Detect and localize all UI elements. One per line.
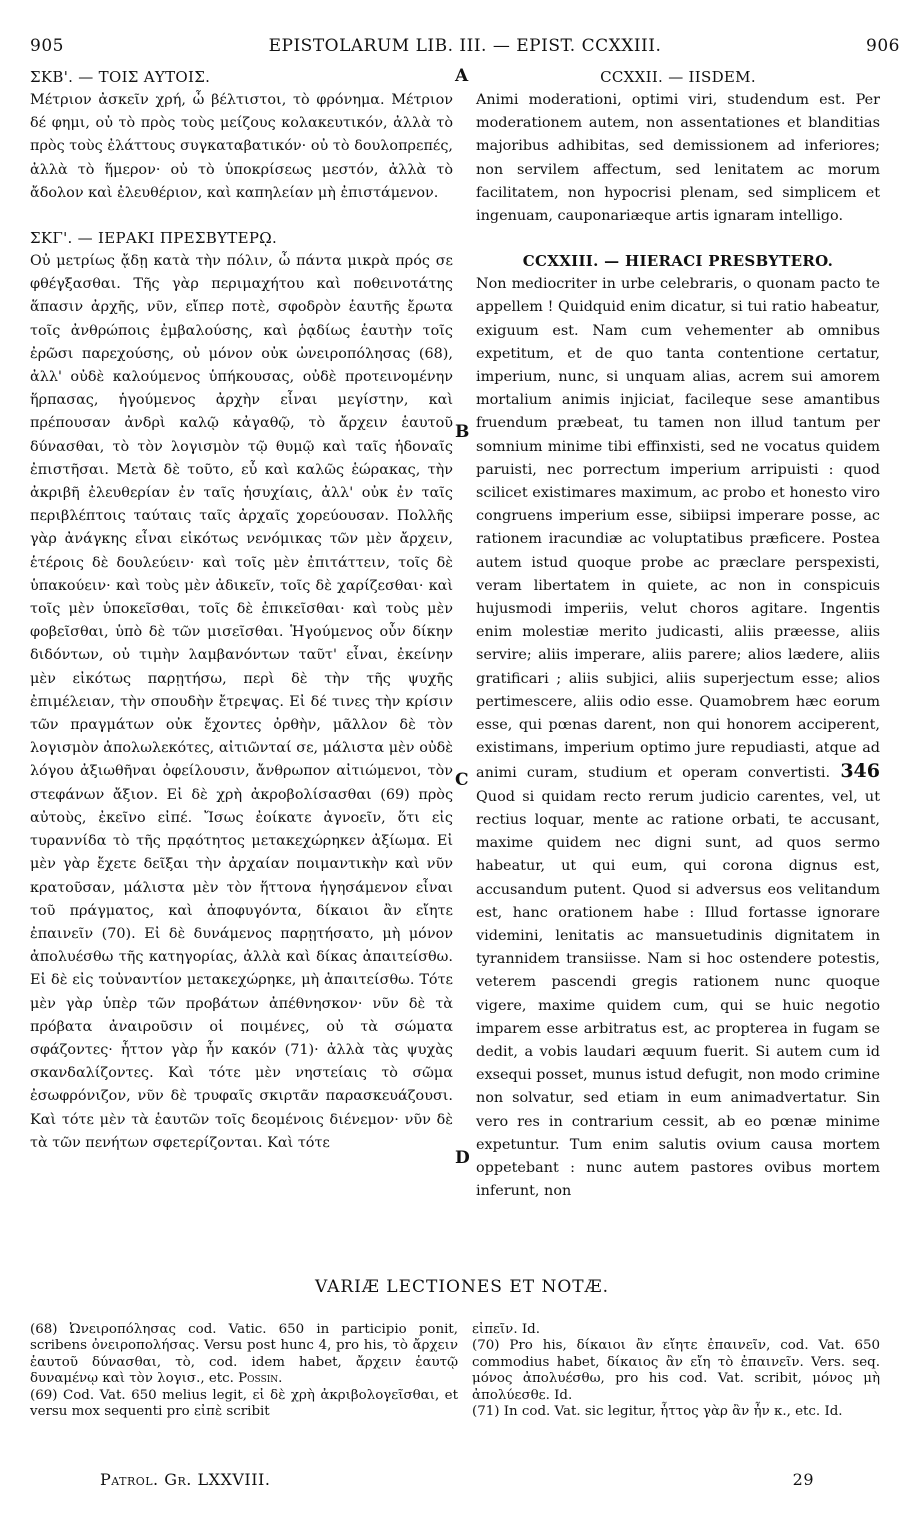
greek-column (30, 66, 453, 1155)
series-label: Patrol. Gr. LXXVIII. (100, 1470, 271, 1489)
note-70: (70) Pro his, δίκαιοι ἂν εἴητε ἐπαινεῖν, cod. Vat. 650 commodius habet, δίκαιος ἂν εἴη τὸ ἐπαινεῖν. Vers. seq. μόνος ἀπολυέσθω, pro his cod. Vat. scribit, μόνος μὴ ἀπολύεσθε. Id. (472, 1338, 880, 1403)
page-footer (100, 1470, 814, 1492)
greek-text-223: Οὐ μετρίως ᾄδῃ κατὰ τὴν πόλιν, ὦ πάντα μικρὰ πρός σε φθέγξασθαι. Τῆς γὰρ περιμαχήτου καὶ ποθεινοτάτης ἅπασιν ἀρχῆς, νῦν, εἴπερ ποτὲ, σφοδρὸν ἑαυτῆς ἔρωτα τοῖς ἀνθρώποις ἐμβαλούσης, καὶ ῥᾳδίως ἑαυτὴν τοῖς ἐρῶσι παρεχούσης, οὐ μόνον οὐκ ὠνειροπόλησας (68), ἀλλ' οὐδὲ καλούμενος ὑπήκουσας, οὐδὲ προτεινομένην ἥρπασας, ἡγούμενος ἀρχὴν εἶναι μεγίστην, καὶ πρέπουσαν ἀνδρὶ καλῷ κἀγαθῷ, τὸ ἄρχειν ἑαυτοῦ δύνασθαι, τὸ τὸν λογισμὸν τῷ θυμῷ καὶ ταῖς ἡδοναῖς ἐπιστῆσαι. Μετὰ δὲ τοῦτο, εὖ καὶ καλῶς ἑώρακας, τὴν ἀκριβῆ ἐλευθερίαν ἐν ταῖς ἡσυχίαις, ἀλλ' οὐκ ἐν ταῖς περιβλέπτοις ταύταις ταῖς ἀρχαῖς χορεύουσαν. Πολλῆς γὰρ ἀνάγκης εἶναι εἰκότως νενόμικας τῶν μὲν ἄρχειν, ἑτέροις δὲ δουλεύειν· καὶ τοῖς μὲν ἐπιτάττειν, τοῖς δὲ ὑπακούειν· καὶ τοὺς μὲν ἀδικεῖν, τοῖς δὲ χαρίζεσθαι· καὶ τοῖς μὲν ὑποκεῖσθαι, τοῖς δὲ ἐπικεῖσθαι· καὶ τοὺς μὲν φοβεῖσθαι, ὑπὸ δὲ τῶν μισεῖσθαι. Ἡγούμενος οὖν δίκην διδόντων, οὐ τιμὴν λαμβανόντων ταῦτ' εἶναι, ἐκείνην μὲν εἰκότως παρῃτήσω, περὶ δὲ τὴν τῆς ψυχῆς ἐπιμέλειαν, τὴν σπουδὴν ἔτρεψας. Εἰ δέ τινες τὴν κρίσιν τῶν πραγμάτων οὐκ ἔχοντες ὀρθὴν, μᾶλλον δὲ τὸν λογισμὸν ἀπολωλεκότες, αἰτιῶνταί σε, μάλιστα μὲν οὐδὲ λόγου ἀξιωθῆναι ὀφείλουσιν, ἄνθρωπον αἰτιώμενοι, τὸν στεφάνων ἄξιον. Εἰ δὲ χρὴ ἀκροβολίσασθαι (69) πρὸς αὐτοὺς, ἐκεῖνο εἰπέ. Ἴσως ἐοίκατε ἀγνοεῖν, ὅτι εἰς τυραννίδα τὸ τῆς πρᾳότητος μετακεχώρηκεν ἀξίωμα. Εἰ μὲν γὰρ ἔχετε δεῖξαι τὴν ἀρχαίαν ποιμαντικὴν καὶ νῦν κρατοῦσαν, μάλιστα μὲν τὸν ἥττονα ἡγησάμενον εἶναι τοῦ πράγματος, καὶ ἀποφυγόντα, δίκαιοι ἂν εἴητε ἐπαινεῖν (70). Εἰ δὲ δυνάμενος παρῃτήσατο, μὴ μόνον ἀπολυέσθω τῆς κατηγορίας, ἀλλὰ καὶ δίκας ἀπαιτείσθω. Εἰ δὲ εἰς τοὐναντίον μετακεχώρηκε, μὴ ἀπαιτείσθω. Τότε μὲν γὰρ ὑπὲρ τῶν προβάτων ἀπέθνησκον· νῦν δὲ τὰ πρόβατα ἀναιροῦσιν οἱ ποιμένες, οὐ τὰ σώματα σφάζοντες· ἧττον γὰρ ἦν κακόν (71)· ἀλλὰ τὰς ψυχὰς σκανδαλίζοντες. Καὶ τότε μὲν νηστείαις τὸ σῶμα ἐσωφρόνιζον, νῦν δὲ τρυφαῖς σκιρτᾶν παρασκευάζουσι. Καὶ τότε μὲν τὰ ἑαυτῶν τοῖς δεομένοις διένεμον· νῦν δὲ τὰ τῶν πενήτων σφετερίζονται. Καὶ τότε (30, 253, 453, 1151)
running-head (30, 36, 900, 60)
margin-marker-b: B (455, 422, 470, 442)
latin-heading-222: CCXXII. — IISDEM. (600, 68, 756, 86)
latin-heading-223: CCXXIII. — HIERACI PRESBYTERO. (522, 252, 834, 271)
note-68 (30, 1322, 458, 1388)
margin-marker-d: D (455, 1148, 470, 1168)
notes-right-column (472, 1322, 880, 1420)
running-title: EPISTOLARUM LIB. III. — EPIST. CCXXIII. (268, 36, 662, 56)
margin-marker-a: A (455, 66, 469, 86)
notes-left-column (30, 1322, 458, 1420)
note-68-text: (68) Ὠνειροπόλησας cod. Vatic. 650 in participio ponit, scribens ὀνειροπολήσας. Versu post hunc 4, pro his, τὸ ἄρχειν ἑαυτοῦ δύνασθαι, τὸ, cod. idem habet, ἄρχειν ἑαυτῷ δυναμένῳ καὶ τὸν λογισ., etc. (30, 1322, 458, 1387)
note-68-signature: Possin. (238, 1371, 283, 1387)
greek-heading-222: ΣΚΒ'. — ΤΟΙΣ ΑΥΤΟΙΣ. (30, 68, 211, 86)
margin-marker-c: C (455, 770, 469, 790)
inline-page-number: 346 (840, 760, 880, 783)
latin-column (476, 66, 880, 1203)
page-number-right: 906 (866, 36, 900, 56)
latin-text-222: Animi moderationi, optimi viri, studendum est. Per moderationem autem, non assentationes et blanditias majoribus adhibitas, sed demissionem ad inferiores; non servilem affectum, sed lenitatem ac morum facilitatem, non hypocrisi plenam, sed simplicem et ingenuam, cauponariæque artis ignaram intelligo. (476, 92, 880, 225)
greek-text-222: Μέτριον ἀσκεῖν χρή, ὦ βέλτιστοι, τὸ φρόνημα. Μέτριον δέ φημι, οὐ τὸ πρὸς τοὺς μείζους κολακευτικόν, ἀλλὰ τὸ πρὸς τοὺς ἐλάττους συγκαταβατικόν· οὐ τὸ δουλοπρεπές, ἀλλὰ τὸ ἥμερον· οὐ τὸ ὑποκρίσεως μεστόν, ἀλλὰ τὸ ἄδολον καὶ ἐλευθέριον, καὶ καπηλείαν μὴ ἐπιστάμενον. (30, 92, 453, 201)
note-69: (69) Cod. Vat. 650 melius legit, εἰ δὲ χρὴ ἀκριβολογεῖσθαι, et versu mox sequenti pro εἰπὲ scribit (30, 1387, 458, 1420)
note-71: (71) In cod. Vat. sic legitur, ἧττος γὰρ ἂν ἦν κ., etc. Id. (472, 1404, 843, 1420)
signature-mark: 29 (792, 1470, 814, 1489)
page-number-left: 905 (30, 36, 64, 56)
latin-text-223-part2: Quod si quidam recto rerum judicio carentes, vel, ut rectius loquar, mente ac ratione orbati, te accusant, maxime quidem nec digni sunt, ad quos sermo habeatur, ut qui eum, qui corona dignus est, accusandum putent. Quod si adversus eos velitandum est, hanc orationem habe : Illud fortasse ignorare videmini, lenitatis ac mansuetudinis dignitatem in tyrannidem transiisse. Nam si hoc ostendere potestis, veterem pascendi gregis rationem nunc quoque vigere, maxime quidem cum, qui se huic negotio imparem esse arbitratus est, ac propterea in fugam se dedit, a vobis laudari æquum fuerit. Si autem cum id exsequi posset, munus istud defugit, non modo crimine non solvatur, sed etiam in eum animadvertatur. Sin vero res in contrarium cessit, ab eo pœnæ minime expetuntur. Tum enim salutis ovium causa mortem oppetebant : nunc autem pastores ovibus mortem inferunt, non (476, 788, 880, 1200)
note-69-continued: εἰπεῖν. Id. (472, 1322, 540, 1337)
latin-text-223-part1: Non mediocriter in urbe celebraris, o quonam pacto te appellem ! Quidquid enim dicatur, si tui ratio habeatur, exiguum est. Nam cum vehementer ab omnibus expetitum, et de quo tanta contentione certatur, imperium, nunc, si unquam alias, acrem sui amorem mortalium animis injiciat, facileque sese amantibus fruendum præbeat, tu tamen non illud tantum per somnium minime tibi effinxisti, sed ne vocatus quidem paruisti, nec porrectum imperium arripuisti : quod scilicet existimares maximum, ac probo et honesto viro congruens imperium esse, sibiipsi imperare posse, ac rationem iracundiæ ac voluptatibus præficere. Postea autem istud quoque probe ac præclare perspexisti, veram libertatem in quiete, ac non in conspicuis hujusmodi imperiis, velut choros agitare. Ingentis enim molestiæ merito judicasti, aliis præesse, aliis servire; aliis imperare, aliis parere; alios lædere, aliis gratificari ; aliis subjici, aliis superjectum esse; alios pertimescere, aliis odio esse. Quamobrem hæc eorum esse, qui pœnas darent, non qui honorem acciperent, existimans, imperium optimo jure repudiasti, atque ad animi curam, studium et operam convertisti. (476, 276, 880, 782)
latin-text-223 (476, 273, 880, 1203)
notes-title: VARIÆ LECTIONES ET NOTÆ. (314, 1277, 610, 1297)
greek-heading-223: ΣΚΓ'. — ΙΕΡΑΚΙ ΠΡΕΣΒΥΤΕΡῼ. (30, 229, 278, 248)
